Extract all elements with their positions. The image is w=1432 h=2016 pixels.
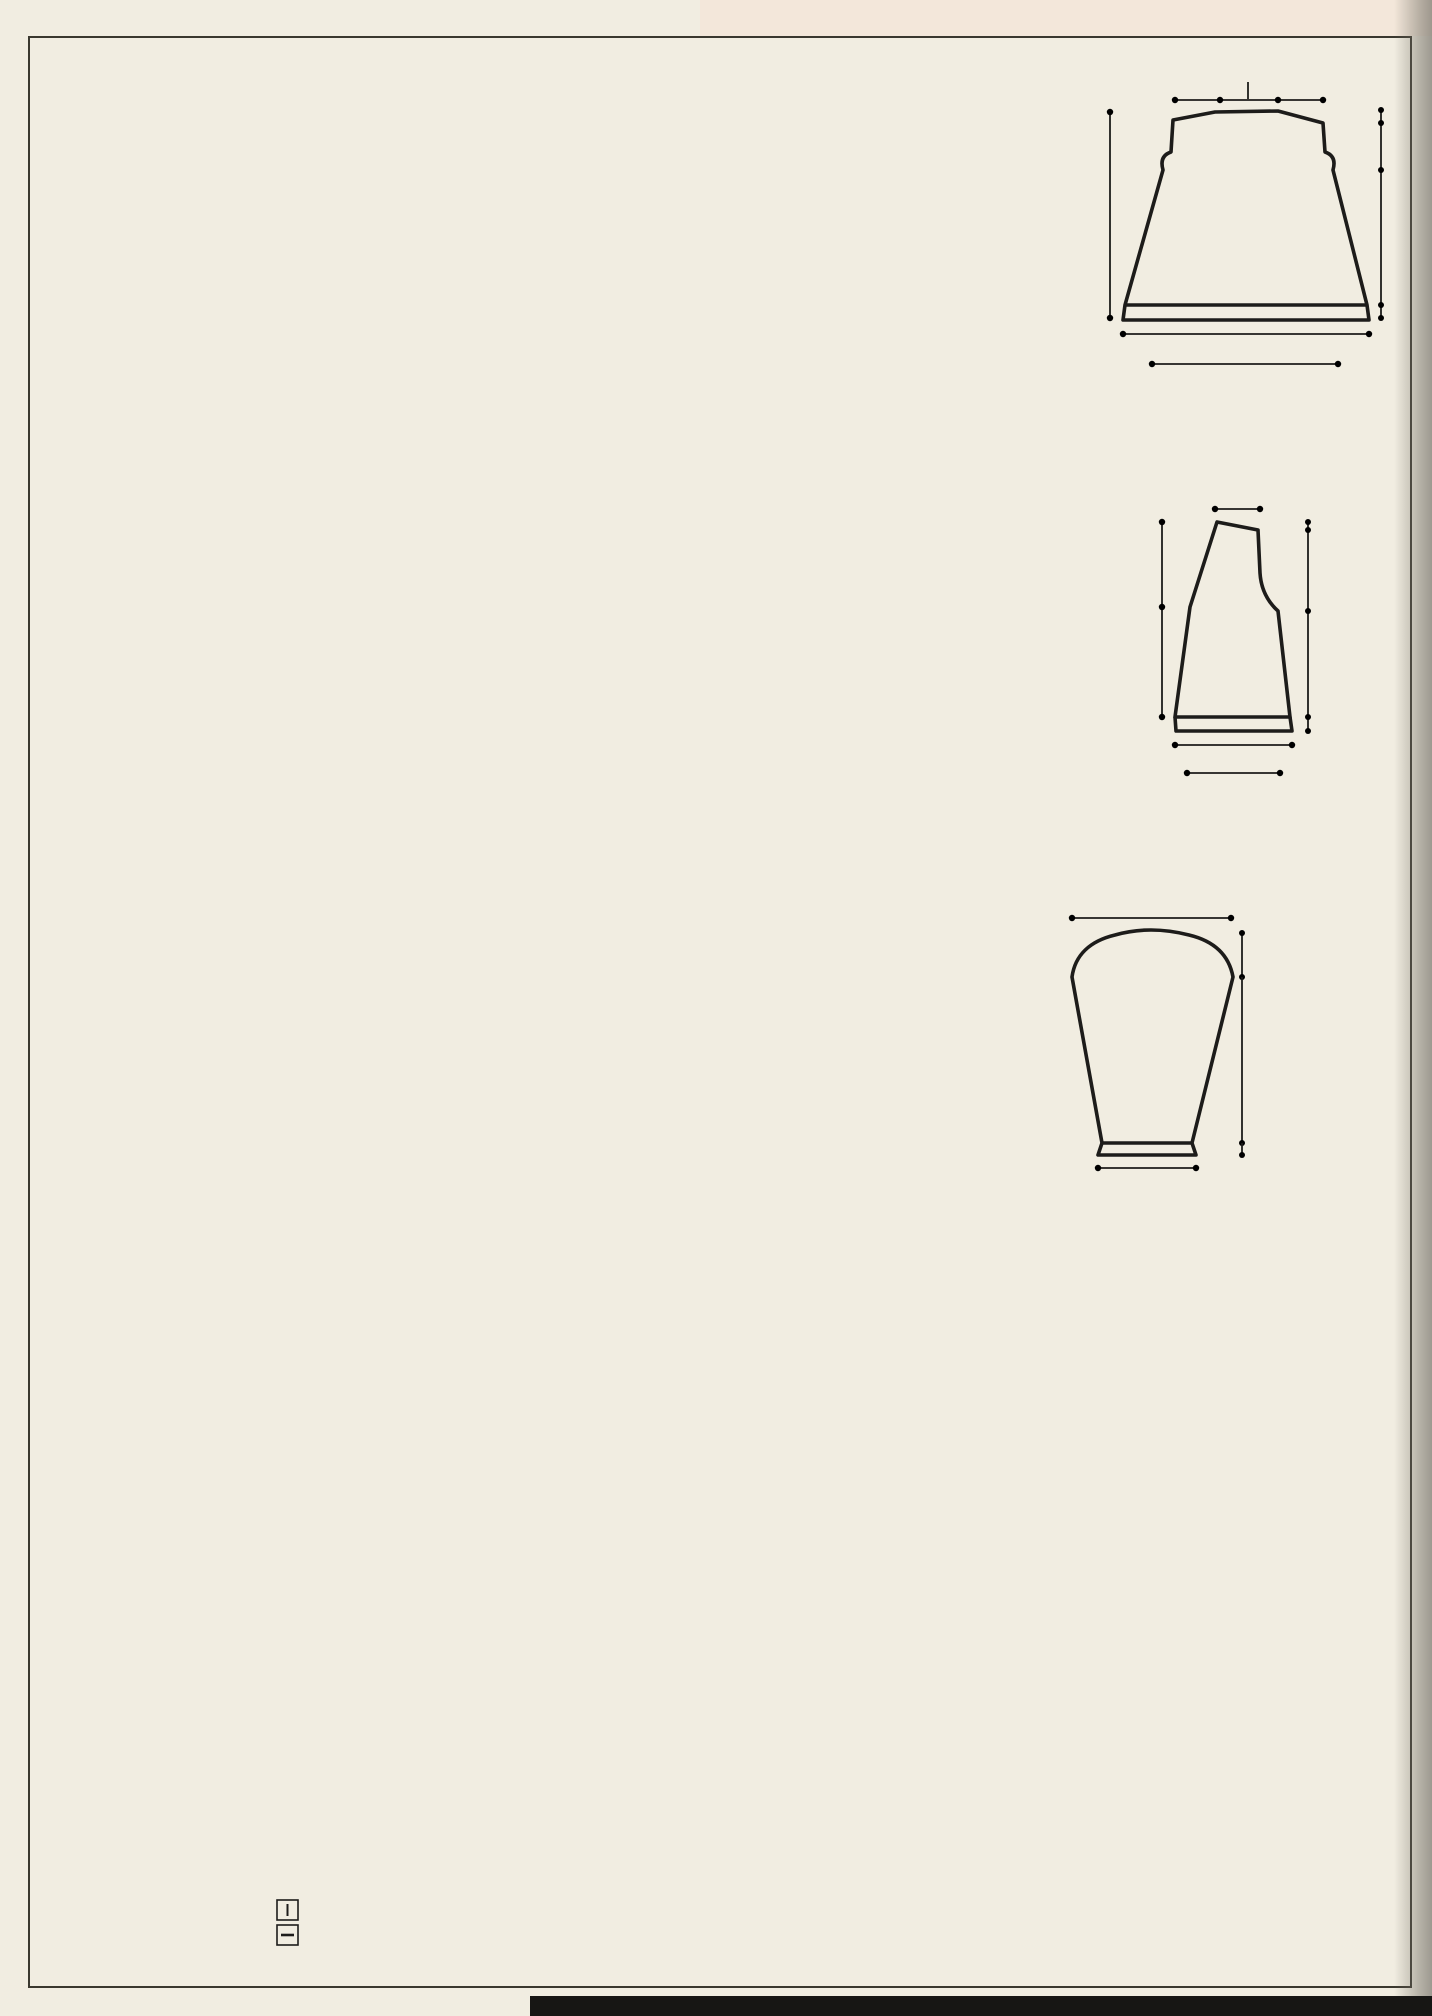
legend-item-purl — [168, 1923, 305, 1948]
chart-legend — [168, 1898, 305, 1973]
legend-item-knit — [168, 1898, 305, 1923]
legend-item-cable — [168, 1948, 305, 1973]
smocking-diagram-illustration — [1042, 1420, 1390, 1747]
sleeve-schematic — [1058, 898, 1393, 1190]
cable-symbol-icon — [168, 1949, 300, 1972]
left-front-dimension-lines — [1159, 506, 1311, 776]
scan-bottom-bar — [530, 1996, 1432, 2016]
left-front-schematic — [1140, 483, 1358, 795]
page-gutter-shadow — [1394, 0, 1432, 2016]
back-schematic — [1085, 52, 1430, 390]
sleeve-dimension-lines — [1069, 915, 1245, 1171]
purl-symbol-icon — [168, 1924, 300, 1947]
knit-symbol-icon — [168, 1899, 300, 1922]
scan-edge-tint — [700, 0, 1432, 36]
left-front-hem-line — [1175, 717, 1292, 731]
